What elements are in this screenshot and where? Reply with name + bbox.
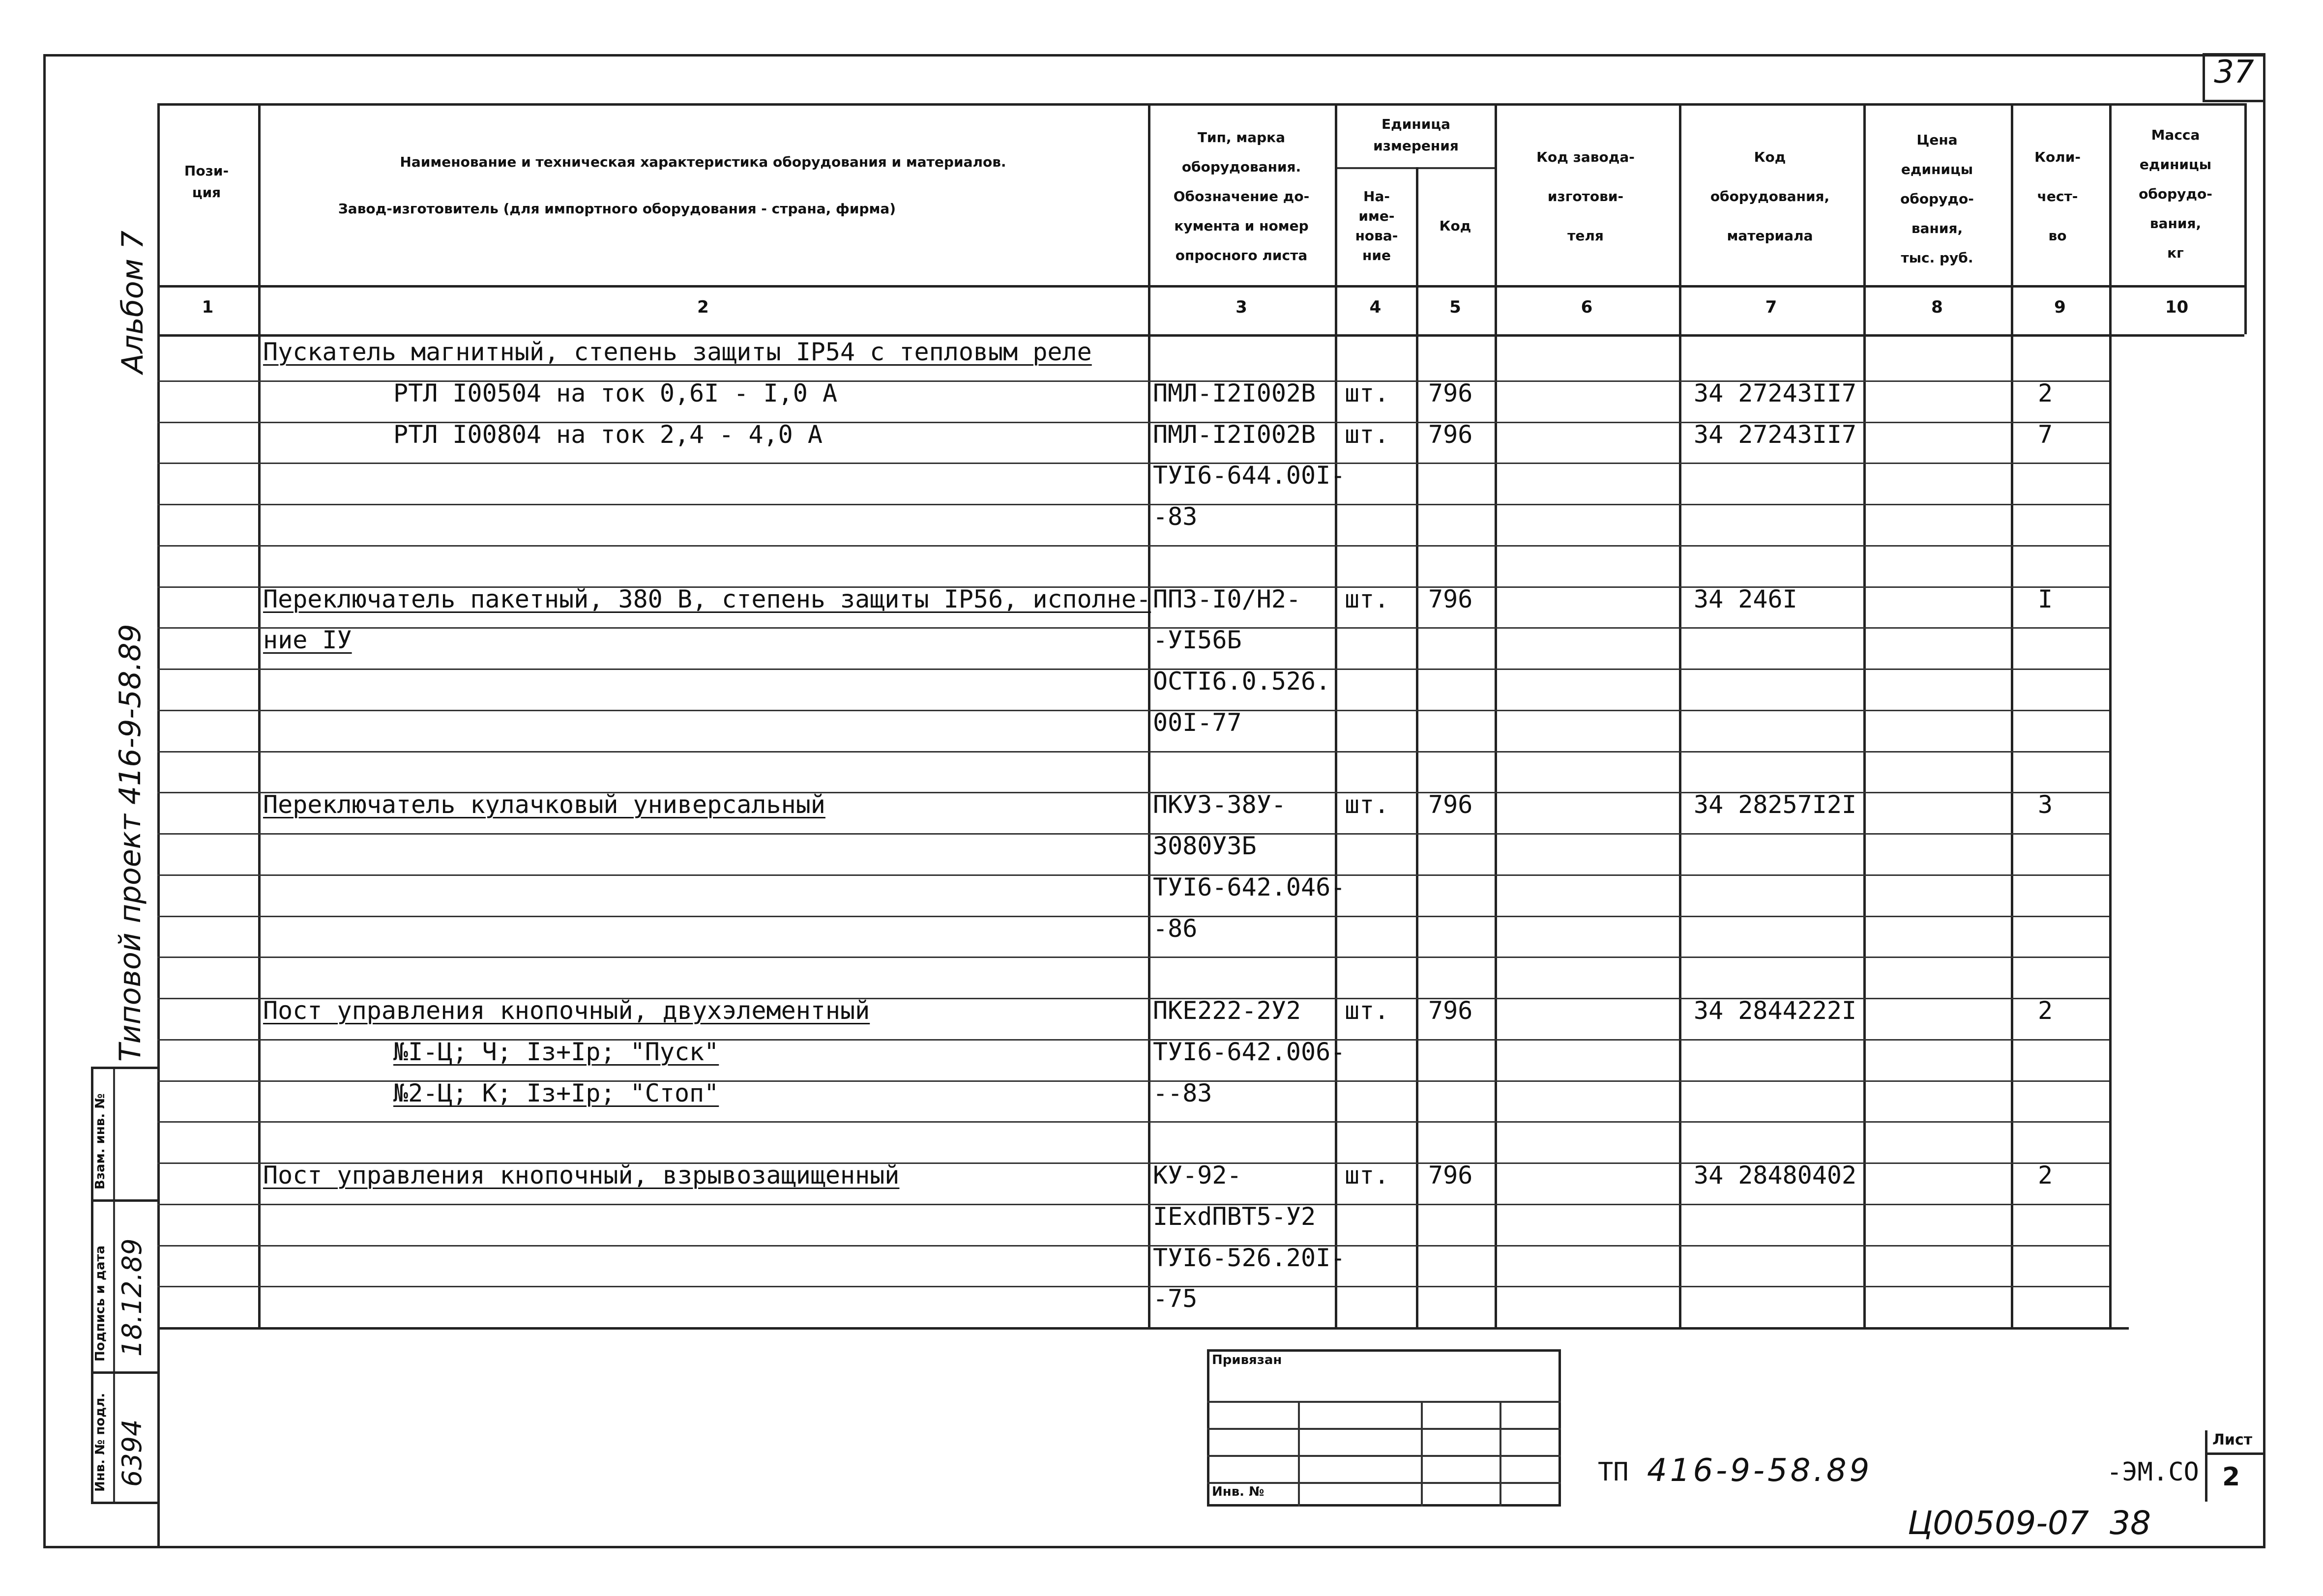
row-type: -УI56Б xyxy=(1153,626,1242,655)
column-number: 8 xyxy=(1931,297,1943,317)
row-type: 00I-77 xyxy=(1153,708,1242,737)
row-line xyxy=(157,545,2109,547)
row-line xyxy=(157,710,2109,711)
bottom-note: Ц00509-07 38 xyxy=(1908,1504,2151,1542)
row-line xyxy=(157,1204,2109,1205)
designation-number: 416-9-58.89 xyxy=(1647,1452,1873,1489)
row-quantity: 7 xyxy=(2038,420,2053,449)
row-unit: шт. xyxy=(1345,378,1389,407)
header-quantity: Коли- чест- во xyxy=(2034,149,2081,244)
row-name: РТЛ I00504 на ток 0,6I - I,0 А xyxy=(393,378,838,407)
column-number: 10 xyxy=(2165,297,2189,317)
row-type: ТУI6-642.046- xyxy=(1153,872,1346,901)
row-type: ПМЛ-I2I002В xyxy=(1153,378,1316,407)
row-line xyxy=(157,1121,2109,1123)
row-line xyxy=(157,668,2109,670)
row-material-code: 34 28480402 xyxy=(1694,1161,1857,1190)
row-material-code: 34 28257I2I xyxy=(1694,790,1857,819)
row-type: ППЗ-I0/Н2- xyxy=(1153,584,1301,613)
row-unit-code: 796 xyxy=(1428,996,1473,1025)
row-line xyxy=(157,957,2109,958)
stamp-mid-line xyxy=(113,1067,115,1502)
album-label: Альбом 7 xyxy=(116,231,150,374)
row-quantity: I xyxy=(2038,584,2053,613)
sheet-number-top: 37 xyxy=(2214,54,2254,90)
column-divider xyxy=(1863,103,1866,1327)
row-name: Пост управления кнопочный, двухэлементный xyxy=(263,996,870,1025)
row-type: ОСТI6.0.526. xyxy=(1153,667,1331,696)
row-material-code: 34 246I xyxy=(1694,584,1797,613)
table-bottom-line xyxy=(157,1327,2129,1330)
row-line xyxy=(157,1245,2109,1247)
privyazan-label: Привязан xyxy=(1212,1353,1282,1367)
row-type: ТУI6-526.20I- xyxy=(1153,1243,1346,1272)
row-type: -75 xyxy=(1153,1284,1198,1313)
row-quantity: 2 xyxy=(2038,1161,2053,1190)
row-material-code: 34 2844222I xyxy=(1694,996,1857,1025)
row-unit: шт. xyxy=(1345,420,1389,449)
column-divider xyxy=(2011,103,2013,1327)
row-line xyxy=(157,751,2109,753)
row-line xyxy=(157,504,2109,505)
row-material-code: 34 27243II7 xyxy=(1694,420,1857,449)
row-name: Пускатель магнитный, степень защиты IP54 с тепловым реле xyxy=(263,338,1092,366)
row-unit: шт. xyxy=(1345,996,1389,1025)
stamp-divider xyxy=(91,1371,157,1374)
column-divider xyxy=(1335,103,1337,1327)
column-number: 2 xyxy=(697,297,709,317)
column-number: 1 xyxy=(202,297,214,317)
row-quantity: 2 xyxy=(2038,996,2053,1025)
column-number: 4 xyxy=(1369,297,1382,317)
stamp-label: Подпись и дата xyxy=(93,1245,108,1362)
list-value: 2 xyxy=(2222,1462,2240,1492)
column-divider xyxy=(258,103,261,1327)
column-divider xyxy=(2244,103,2247,334)
row-quantity: 3 xyxy=(2038,790,2053,819)
unit-subheader-line xyxy=(1335,167,1495,169)
stamp-label: Инв. № подл. xyxy=(93,1393,108,1492)
stamp-top xyxy=(91,1067,157,1069)
row-name: №2-Ц; К; Iз+Iр; "Стоп" xyxy=(393,1078,719,1107)
header-unit-name: На- име- нова- ние xyxy=(1355,188,1398,263)
stamp-label: Взам. инв. № xyxy=(93,1093,108,1190)
row-type: -86 xyxy=(1153,914,1198,943)
column-number: 5 xyxy=(1449,297,1461,317)
designation-prefix: ТП xyxy=(1598,1457,1629,1487)
row-type: -83 xyxy=(1153,502,1198,531)
column-divider xyxy=(1148,103,1150,1327)
stamp-bottom xyxy=(91,1502,157,1504)
header-type: Тип, марка оборудования. Обозначение до- кумента и номер опросного листа xyxy=(1173,129,1310,263)
row-type: ПКУЗ-38У- xyxy=(1153,790,1286,819)
row-unit-code: 796 xyxy=(1428,378,1473,407)
row-type: ТУI6-644.00I- xyxy=(1153,461,1346,490)
row-name: №I-Ц; Ч; Iз+Iр; "Пуск" xyxy=(393,1037,719,1066)
header-price: Цена единицы оборудо- вания, тыс. руб. xyxy=(1900,132,1974,266)
row-line xyxy=(157,627,2109,629)
designation-suffix: -ЭМ.СО xyxy=(2107,1457,2199,1487)
table-top-line xyxy=(157,103,2244,106)
row-type: КУ-92- xyxy=(1153,1161,1242,1190)
row-line xyxy=(157,916,2109,917)
header-material-code: Код оборудования, материала xyxy=(1710,149,1830,244)
row-unit: шт. xyxy=(1345,584,1389,613)
header-bottom-line xyxy=(157,285,2244,288)
stamp-divider xyxy=(91,1199,157,1202)
row-unit-code: 796 xyxy=(1428,1161,1473,1190)
row-name: ние IУ xyxy=(263,626,352,655)
row-unit: шт. xyxy=(1345,1161,1389,1190)
column-number: 9 xyxy=(2054,297,2066,317)
row-unit: шт. xyxy=(1345,790,1389,819)
row-name: Переключатель пакетный, 380 В, степень защиты IP56, исполне- xyxy=(263,584,1151,613)
stamp-value: 6394 xyxy=(117,1419,147,1487)
header-plant-code: Код завода- изготови- теля xyxy=(1536,149,1635,244)
left-edge-extension xyxy=(157,1327,160,1548)
row-type: IExdПВТ5-У2 xyxy=(1153,1202,1316,1231)
header-unit-code: Код xyxy=(1439,218,1471,234)
row-line xyxy=(157,1286,2109,1287)
column-number: 3 xyxy=(1235,297,1247,317)
column-divider xyxy=(1679,103,1681,1327)
row-type: ПКЕ222-2У2 xyxy=(1153,996,1301,1025)
column-divider xyxy=(157,103,160,1327)
row-type: ПМЛ-I2I002В xyxy=(1153,420,1316,449)
header-mass: Масса единицы оборудо- вания, кг xyxy=(2139,127,2212,261)
row-unit-code: 796 xyxy=(1428,790,1473,819)
header-name-line1: Наименование и техническая характеристика оборудования и материалов. xyxy=(400,154,1006,170)
row-unit-code: 796 xyxy=(1428,584,1473,613)
header-name-line2: Завод-изготовитель (для импортного оборудования - страна, фирма) xyxy=(338,201,896,217)
project-label: Типовой проект 416-9-58.89 xyxy=(113,624,147,1062)
list-label: Лист xyxy=(2212,1431,2253,1449)
row-line xyxy=(157,463,2109,464)
row-type: 3080УЗБ xyxy=(1153,832,1257,860)
row-quantity: 2 xyxy=(2038,378,2053,407)
column-number: 7 xyxy=(1765,297,1777,317)
row-name: РТЛ I00804 на ток 2,4 - 4,0 А xyxy=(393,420,823,449)
row-name: Пост управления кнопочный, взрывозащищенный xyxy=(263,1161,900,1190)
column-divider xyxy=(1416,167,1418,1327)
header-position: Пози- ция xyxy=(184,163,229,201)
row-material-code: 34 27243II7 xyxy=(1694,378,1857,407)
row-type: ТУI6-642.006- xyxy=(1153,1037,1346,1066)
stamp-value: 18.12.89 xyxy=(117,1238,147,1357)
row-line xyxy=(157,874,2109,876)
row-line xyxy=(157,833,2109,835)
header-unit: Единица измерения xyxy=(1373,116,1459,154)
inv-number-label: Инв. № xyxy=(1212,1484,1264,1499)
numbers-bottom-line xyxy=(157,334,2244,337)
column-number: 6 xyxy=(1581,297,1593,317)
row-name: Переключатель кулачковый универсальный xyxy=(263,790,825,819)
row-type: --83 xyxy=(1153,1078,1212,1107)
column-divider xyxy=(2109,103,2112,1327)
row-unit-code: 796 xyxy=(1428,420,1473,449)
column-divider xyxy=(1495,103,1497,1327)
